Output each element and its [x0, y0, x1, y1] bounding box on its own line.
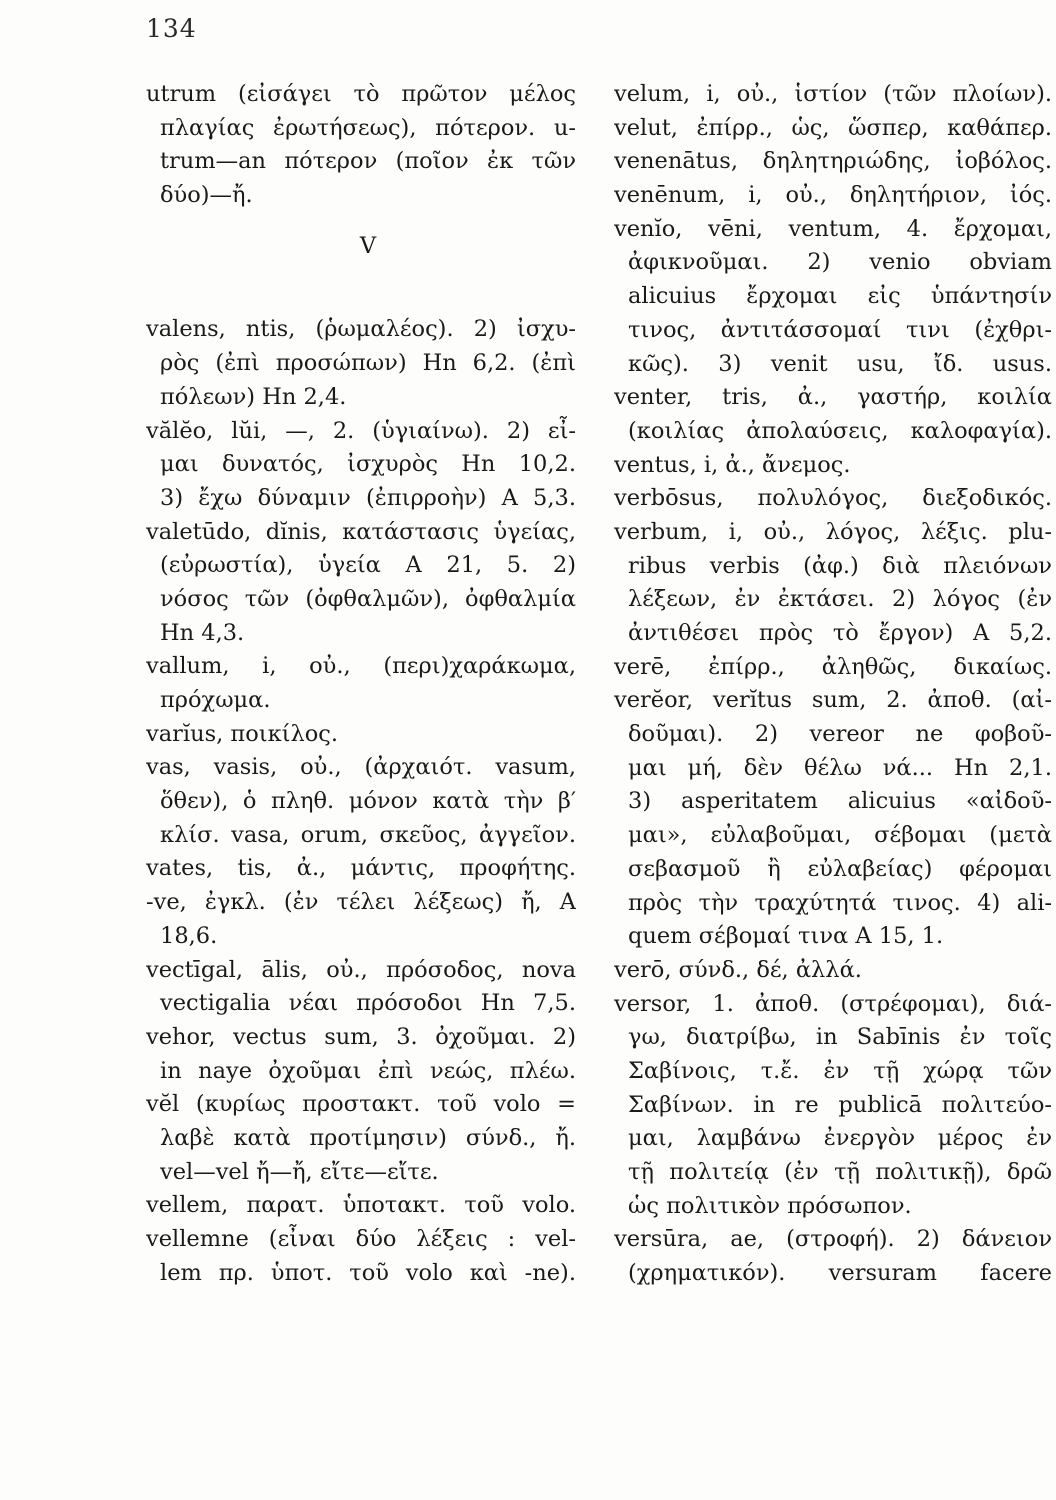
- entry-line: ribus verbis (ἀφ.) διὰ πλειόνων: [628, 552, 1052, 579]
- entry-line: σεβασμοῦ ἢ εὐλαβείας) φέρομαι: [628, 855, 1052, 882]
- entry-line: λαβὲ κατὰ προτίμησιν) σύνδ., ἤ.: [160, 1124, 576, 1151]
- entry-line: πλαγίας ἐρωτήσεως), πότερον. u-: [160, 114, 576, 141]
- entry-line: verē, ἐπίρρ., ἀληθῶς, δικαίως.: [614, 653, 1052, 680]
- entry-line: ἀφικνοῦμαι. 2) venio obviam: [628, 249, 1052, 276]
- entry-line: lem πρ. ὑποτ. τοῦ volo καὶ -ne).: [160, 1259, 576, 1286]
- entry-line: μαι», εὐλαβοῦμαι, σέβομαι (μετὰ: [628, 822, 1052, 849]
- entry-line: vectigalia νέαι πρόσοδοι Hn 7,5.: [160, 990, 576, 1017]
- entry-line: vallum, i, οὐ., (περι)χαράκωμα,: [146, 653, 576, 680]
- page-number: 134: [146, 14, 197, 43]
- entry-line: vĕl (κυρίως προστακτ. τοῦ volo =: [146, 1091, 576, 1118]
- entry-line: -ve, ἐγκλ. (ἐν τέλει λέξεως) ἤ, A: [146, 889, 576, 916]
- entry-line: 3) ἔχω δύναμιν (ἐπιρροὴν) A 5,3.: [160, 484, 576, 511]
- entry-line: valens, ntis, (ῥωμαλέος). 2) ἰσχυ-: [146, 316, 576, 343]
- entry-line: Σαβίνοις, τ.ἔ. ἐν τῇ χώρᾳ τῶν: [628, 1057, 1052, 1084]
- entry-line: vellemne (εἶναι δύο λέξεις : vel-: [146, 1226, 576, 1252]
- entry-line: πόλεων) Hn 2,4.: [160, 383, 347, 410]
- right-column: [614, 78, 1052, 1291]
- entry-line: vas, vasis, οὐ., (ἀρχαιότ. vasum,: [146, 754, 576, 781]
- entry-line: vălĕo, lŭi, —, 2. (ὑγιαίνω). 2) εἶ-: [146, 417, 576, 444]
- entry-line: verbum, i, οὐ., λόγος, λέξις. plu-: [614, 518, 1052, 545]
- entry-line: πρὸς τὴν τραχύτητά τινος. 4) ali-: [628, 889, 1052, 916]
- entry-line: τῇ πολιτείᾳ (ἐν τῇ πολιτικῇ), δρῶ: [628, 1159, 1052, 1185]
- entry-line: alicuius ἔρχομαι εἰς ὑπάντησίν: [628, 283, 1052, 310]
- entry-line: δοῦμαι). 2) vereor ne φοβοῦ-: [628, 721, 1052, 748]
- entry-line: ρὸς (ἐπὶ προσώπων) Hn 6,2. (ἐπὶ: [160, 350, 576, 377]
- entry-line: versor, 1. ἀποθ. (στρέφομαι), διά-: [614, 990, 1052, 1017]
- entry-line: Σαβίνων. in re publicā πολιτεύο-: [628, 1091, 1052, 1118]
- entry-line: verĕor, verĭtus sum, 2. ἀποθ. (αἰ-: [614, 687, 1052, 714]
- entry-line: venēnum, i, οὐ., δηλητήριον, ἰός.: [614, 182, 1052, 209]
- entry-line: vehor, vectus sum, 3. ὀχοῦμαι. 2): [146, 1023, 576, 1050]
- entry-line: τινος, ἀντιτάσσομαί τινι (ἐχθρι-: [628, 316, 1052, 343]
- entry-line: ὅθεν), ὁ πληθ. μόνον κατὰ τὴν β′: [160, 788, 576, 815]
- entry-line: valetūdo, dĭnis, κατάστασις ὑγείας,: [146, 518, 576, 545]
- entry-line: quem σέβομαί τινα A 15, 1.: [628, 923, 944, 950]
- entry-line: ventus, i, ἀ., ἄνεμος.: [614, 451, 851, 478]
- entry-line: κλίσ. vasa, orum, σκεῦος, ἀγγεῖον.: [160, 821, 576, 848]
- entry-line: vel—vel ἤ—ἤ, εἴτε—εἴτε.: [160, 1158, 439, 1185]
- entry-line: (εὐρωστία), ὑγεία A 21, 5. 2): [160, 552, 576, 579]
- entry-line: ὡς πολιτικὸν πρόσωπον.: [628, 1192, 912, 1219]
- entry-line: trum—an πότερον (ποῖον ἐκ τῶν: [160, 148, 576, 175]
- entry-line: 3) asperitatem alicuius «αἰδοῦ-: [628, 788, 1052, 815]
- entry-line: verbōsus, πολυλόγος, διεξοδικός.: [614, 485, 1052, 512]
- entry-line: μαι, λαμβάνω ἐνεργὸν μέρος ἐν: [628, 1125, 1052, 1152]
- entry-line: ἀντιθέσει πρὸς τὸ ἔργον) A 5,2.: [628, 620, 1052, 646]
- entry-line: 18,6.: [160, 922, 218, 949]
- section-letter: V: [359, 232, 377, 259]
- left-column: [146, 78, 576, 1290]
- entry-line: (κοιλίας ἀπολαύσεις, καλοφαγία).: [628, 417, 1052, 444]
- entry-line: utrum (εἰσάγει τὸ πρῶτον μέλος: [146, 81, 576, 107]
- entry-line: vates, tis, ἀ., μάντις, προφήτης.: [146, 855, 576, 882]
- entry-line: velut, ἐπίρρ., ὡς, ὥσπερ, καθάπερ.: [614, 114, 1052, 141]
- entry-line: γω, διατρίβω, in Sabīnis ἐν τοῖς: [628, 1024, 1052, 1051]
- entry-line: velum, i, οὐ., ἱστίον (τῶν πλοίων).: [614, 81, 1052, 107]
- entry-line: Hn 4,3.: [160, 619, 245, 646]
- entry-line: λέξεων, ἐν ἐκτάσει. 2) λόγος (ἐν: [628, 586, 1052, 613]
- entry-line: μαι μή, δὲν θέλω νά... Hn 2,1.: [628, 754, 1052, 781]
- entry-line: vellem, παρατ. ὑποτακτ. τοῦ volo.: [146, 1192, 576, 1219]
- entry-line: versūra, ae, (στροφή). 2) δάνειον: [614, 1226, 1052, 1253]
- entry-line: verō, σύνδ., δέ, ἀλλά.: [614, 956, 862, 983]
- entry-line: venenātus, δηλητηριώδης, ἰοβόλος.: [614, 148, 1052, 175]
- entry-line: vectīgal, ālis, οὐ., πρόσοδος, nova: [146, 956, 576, 983]
- entry-line: πρόχωμα.: [160, 687, 271, 713]
- entry-line: δύο)—ἤ.: [160, 182, 253, 209]
- entry-line: νόσος τῶν (ὀφθαλμῶν), ὀφθαλμία: [160, 585, 576, 612]
- entry-line: (χρηματικόν). versuram facere: [628, 1260, 1052, 1287]
- entry-line: venter, tris, ἀ., γαστήρ, κοιλία: [614, 384, 1052, 411]
- entry-line: κῶς). 3) venit usu, ἴδ. usus.: [628, 350, 1052, 377]
- entry-line: venĭo, vēni, ventum, 4. ἔρχομαι,: [614, 215, 1052, 242]
- entry-line: in naye ὀχοῦμαι ἐπὶ νεώς, πλέω.: [160, 1057, 576, 1084]
- entry-line: varĭus, ποικίλος.: [146, 720, 339, 747]
- entry-line: μαι δυνατός, ἰσχυρὸς Hn 10,2.: [160, 451, 576, 478]
- section-spacer: [146, 280, 576, 314]
